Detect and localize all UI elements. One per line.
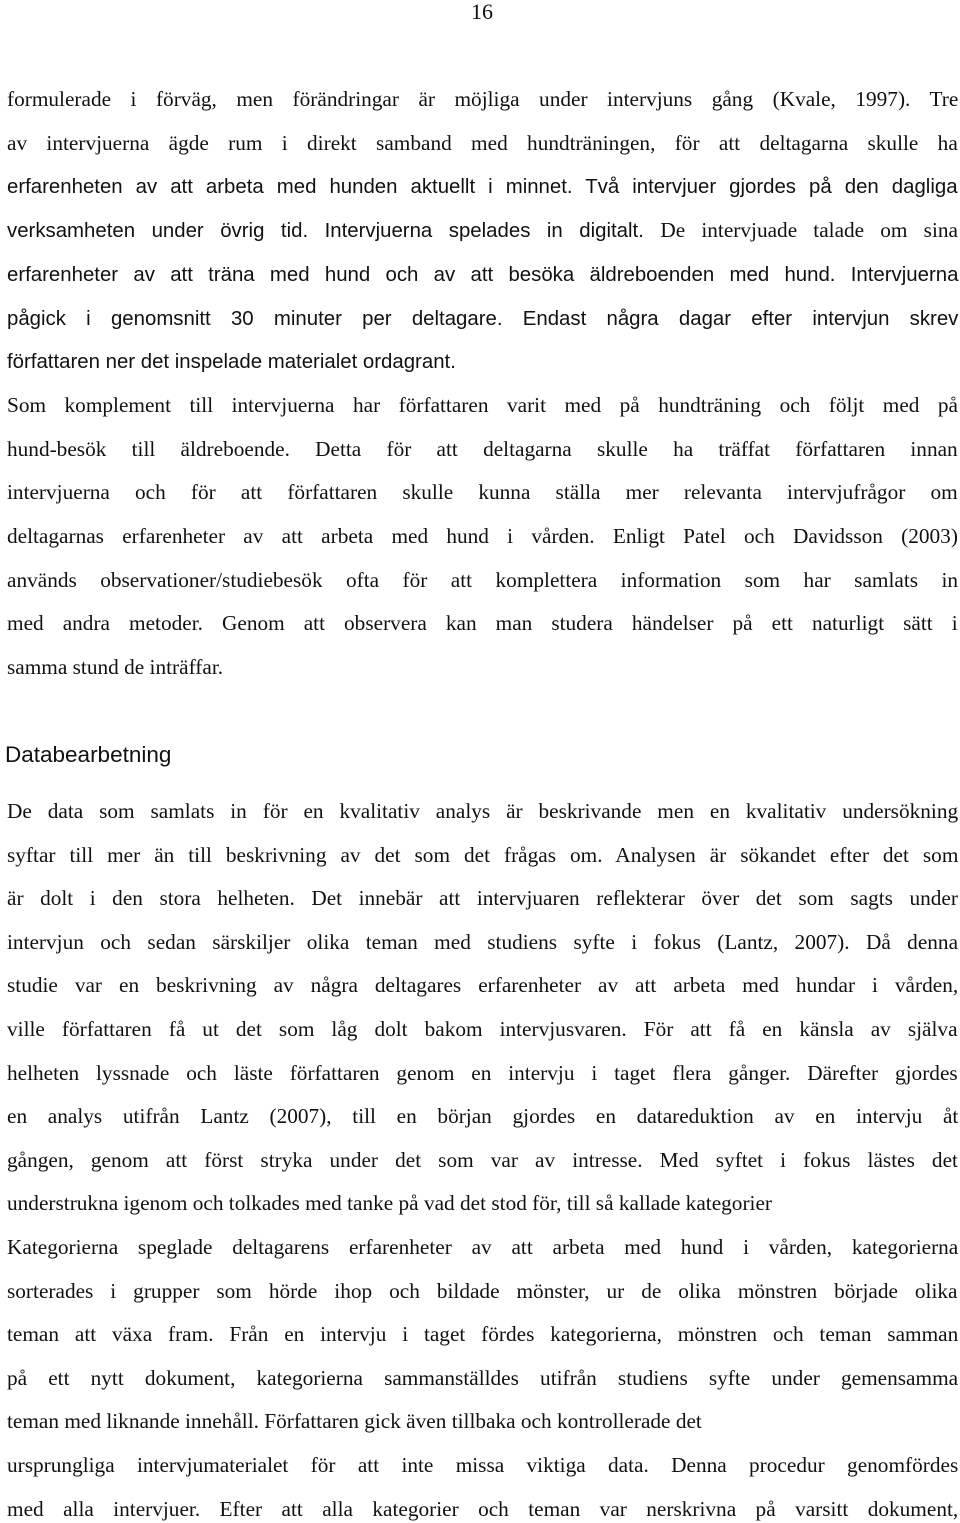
text-run: studie var en beskrivning av några deltagares erfarenheter av att arbeta med hundar i vården, bbox=[7, 973, 959, 998]
text-run: är dolt i den stora helheten. Det innebär att intervjuaren reflekterar över det som sagts under bbox=[7, 886, 958, 911]
paragraph-1-line bbox=[7, 130, 958, 156]
text-run: med alla intervjuer. Efter att alla kategorier och teman var nerskrivna på varsitt dokument, bbox=[7, 1496, 959, 1521]
text-run: hund-besök till äldreboende. Detta för att deltagarna skulle ha träffat författaren innan bbox=[7, 436, 958, 461]
paragraph-1-line bbox=[7, 392, 958, 418]
paragraph-1-line bbox=[7, 305, 958, 332]
section-heading: Databearbetning bbox=[5, 742, 172, 767]
paragraph-1-line bbox=[7, 348, 456, 375]
text-run: teman med liknande innehåll. Författaren gick även tillbaka och kontrollerade det bbox=[7, 1409, 702, 1434]
paragraph-2-line bbox=[7, 1234, 958, 1260]
text-run: intervjuerna och för att författaren skulle kunna ställa mer relevanta intervjufrågor om bbox=[7, 480, 958, 505]
paragraph-2-line bbox=[7, 1103, 958, 1129]
paragraph-2-line bbox=[7, 972, 958, 998]
text-run: samma stund de inträffar. bbox=[7, 655, 224, 680]
text-run: intervjun och sedan särskiljer olika teman med studiens syfte i fokus (Lantz, 2007). Då denna bbox=[7, 929, 959, 954]
text-run: en analys utifrån Lantz (2007), till en början gjordes en datareduktion av en intervju åt bbox=[7, 1104, 959, 1129]
text-run: ville författaren få ut det som låg dolt bakom intervjusvaren. För att få en känsla av själva bbox=[7, 1017, 958, 1041]
paragraph-2-line bbox=[7, 929, 958, 955]
paragraph-1-line bbox=[7, 173, 958, 200]
paragraph-2-line bbox=[7, 1496, 958, 1522]
text-run: Som komplement till intervjuerna har författaren varit med på hundträning och följt med på bbox=[7, 392, 959, 417]
paragraph-2-line bbox=[7, 798, 958, 824]
paragraph-1-line bbox=[7, 523, 958, 549]
text-run: deltagarnas erfarenheter av att arbeta med hund i vården. Enligt Patel och Davidsson (2003) bbox=[7, 524, 958, 548]
text-run: teman att växa fram. Från en intervju i taget fördes kategorierna, mönstren och teman samman bbox=[7, 1322, 959, 1347]
paragraph-2-line bbox=[7, 1147, 958, 1173]
text-run: med andra metoder. Genom att observera kan man studera händelser på ett naturligt sätt i bbox=[7, 611, 958, 636]
paragraph-1-line bbox=[7, 654, 223, 680]
paragraph-2-line bbox=[7, 1278, 957, 1304]
paragraph-2-line bbox=[7, 1190, 772, 1216]
paragraph-1-line bbox=[7, 217, 958, 244]
paragraph-1-line bbox=[7, 610, 958, 636]
paragraph-2-line bbox=[7, 1321, 958, 1347]
paragraph-2-line bbox=[7, 1408, 702, 1434]
paragraph-2-line bbox=[7, 1365, 958, 1391]
text-run: syftar till mer än till beskrivning av det som det frågas om. Analysen är sökandet efter det som bbox=[7, 842, 959, 867]
paragraph-2-line bbox=[7, 1016, 958, 1042]
paragraph-2-line bbox=[7, 885, 958, 911]
paragraph-1-line bbox=[7, 261, 958, 288]
text-run: på ett nytt dokument, kategorierna sammanställdes utifrån studiens syfte under gemensamma bbox=[7, 1365, 959, 1390]
paragraph-1-line bbox=[7, 86, 958, 112]
text-run: Kategorierna speglade deltagarens erfarenheter av att arbeta med hund i vården, kategorierna bbox=[7, 1235, 959, 1259]
text-run: författaren ner det inspelade materialet ordagrant. bbox=[7, 351, 456, 374]
text-run: erfarenheter av att träna med hund och av att besöka äldreboenden med hund. Intervjuerna bbox=[7, 263, 959, 286]
paragraph-1-line bbox=[7, 436, 958, 462]
text-run: formulerade i förväg, men förändringar är möjliga under intervjuns gång (Kvale, 1997). Tre bbox=[7, 87, 959, 111]
paragraph-2-line bbox=[7, 1452, 958, 1478]
page-number: 16 bbox=[471, 0, 493, 24]
text-run: pågick i genomsnitt 30 minuter per deltagare. Endast några dagar efter intervjun skrev bbox=[7, 307, 959, 330]
paragraph-1-line bbox=[7, 479, 958, 505]
text-run: verksamheten under övrig tid. Intervjuerna spelades in digitalt. bbox=[7, 220, 661, 243]
text-run: av intervjuerna ägde rum i direkt samband med hundträningen, för att deltagarna skulle ha bbox=[7, 130, 958, 155]
text-run: sorterades i grupper som hörde ihop och bildade mönster, ur de olika mönstren började olika bbox=[7, 1278, 958, 1303]
text-run: ursprungliga intervjumaterialet för att inte missa viktiga data. Denna procedur genomfördes bbox=[7, 1453, 959, 1477]
text-run: De data som samlats in för en kvalitativ analys är beskrivande men en kvalitativ undersökning bbox=[7, 799, 959, 823]
text-run: De intervjuade talade om sina bbox=[660, 218, 958, 243]
text-run: gången, genom att först stryka under det som var av intresse. Med syftet i fokus lästes det bbox=[7, 1147, 958, 1172]
paragraph-2-line bbox=[7, 842, 958, 868]
paragraph-2-line bbox=[7, 1060, 958, 1086]
text-run: understrukna igenom och tolkades med tanke på vad det stod för, till så kallade kategorier bbox=[7, 1191, 773, 1216]
paragraph-1-line bbox=[7, 567, 958, 593]
text-run: helheten lyssnade och läste författaren genom en intervju i taget flera gånger. Därefter gjordes bbox=[7, 1060, 958, 1085]
text-run: erfarenheten av att arbeta med hunden aktuellt i minnet. Två intervjuer gjordes på den dagliga bbox=[7, 176, 958, 199]
text-run: används observationer/studiebesök ofta för att komplettera information som har samlats in bbox=[7, 567, 959, 592]
